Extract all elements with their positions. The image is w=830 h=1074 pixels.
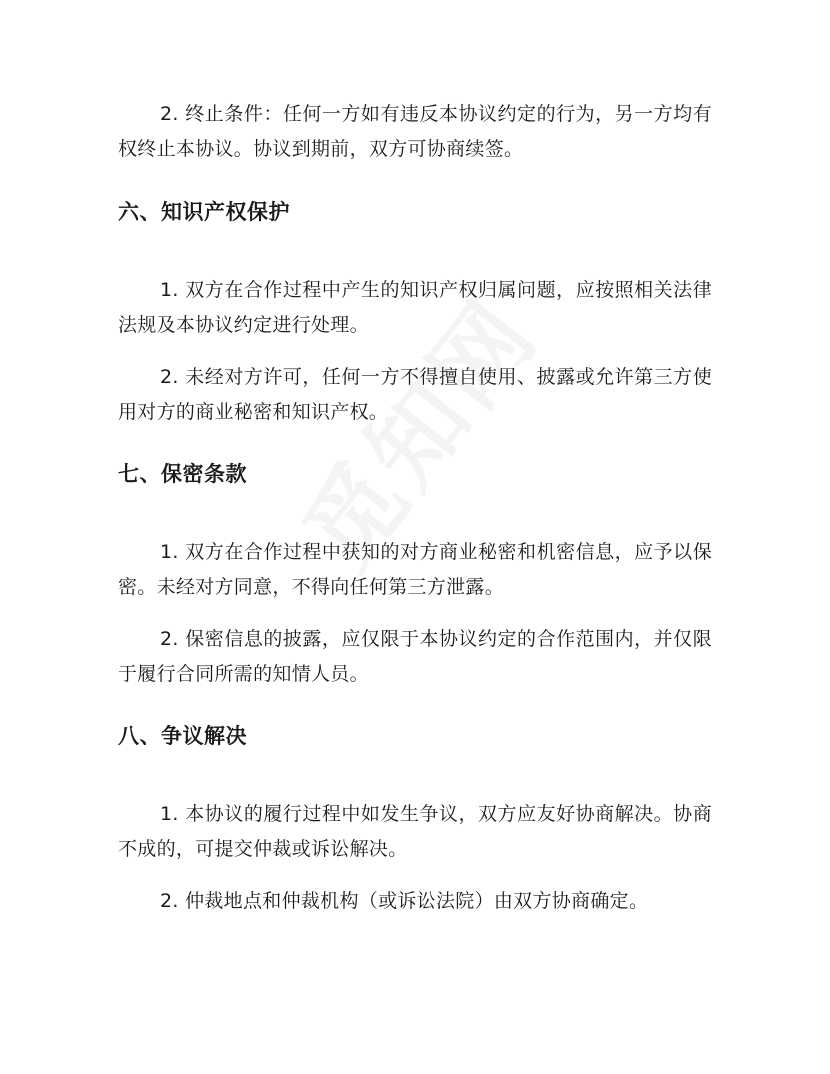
- section-heading-confidentiality: 七、保密条款: [118, 462, 247, 486]
- confidentiality-clause-1: 1. 双方在合作过程中获知的对方商业秘密和机密信息，应予以保密。未经对方同意，不得向任何第三方泄露。: [118, 541, 712, 598]
- ip-clause-1: 1. 双方在合作过程中产生的知识产权归属问题，应按照相关法律法规及本协议约定进行处理。: [118, 279, 712, 336]
- dispute-clause-2: 2. 仲裁地点和仲裁机构（或诉讼法院）由双方协商确定。: [160, 890, 649, 912]
- section-heading-dispute: 八、争议解决: [118, 724, 247, 748]
- termination-clause-2: 2. 终止条件：任何一方如有违反本协议约定的行为，另一方均有权终止本协议。协议到期前，双方可协商续签。: [118, 103, 712, 160]
- section-heading-ip: 六、知识产权保护: [118, 200, 290, 224]
- dispute-clause-1: 1. 本协议的履行过程中如发生争议，双方应友好协商解决。协商不成的，可提交仲裁或诉讼解决。: [118, 803, 712, 860]
- ip-clause-2: 2. 未经对方许可，任何一方不得擅自使用、披露或允许第三方使用对方的商业秘密和知识产权。: [118, 366, 712, 423]
- confidentiality-clause-2: 2. 保密信息的披露，应仅限于本协议约定的合作范围内，并仅限于履行合同所需的知情人员。: [118, 628, 712, 685]
